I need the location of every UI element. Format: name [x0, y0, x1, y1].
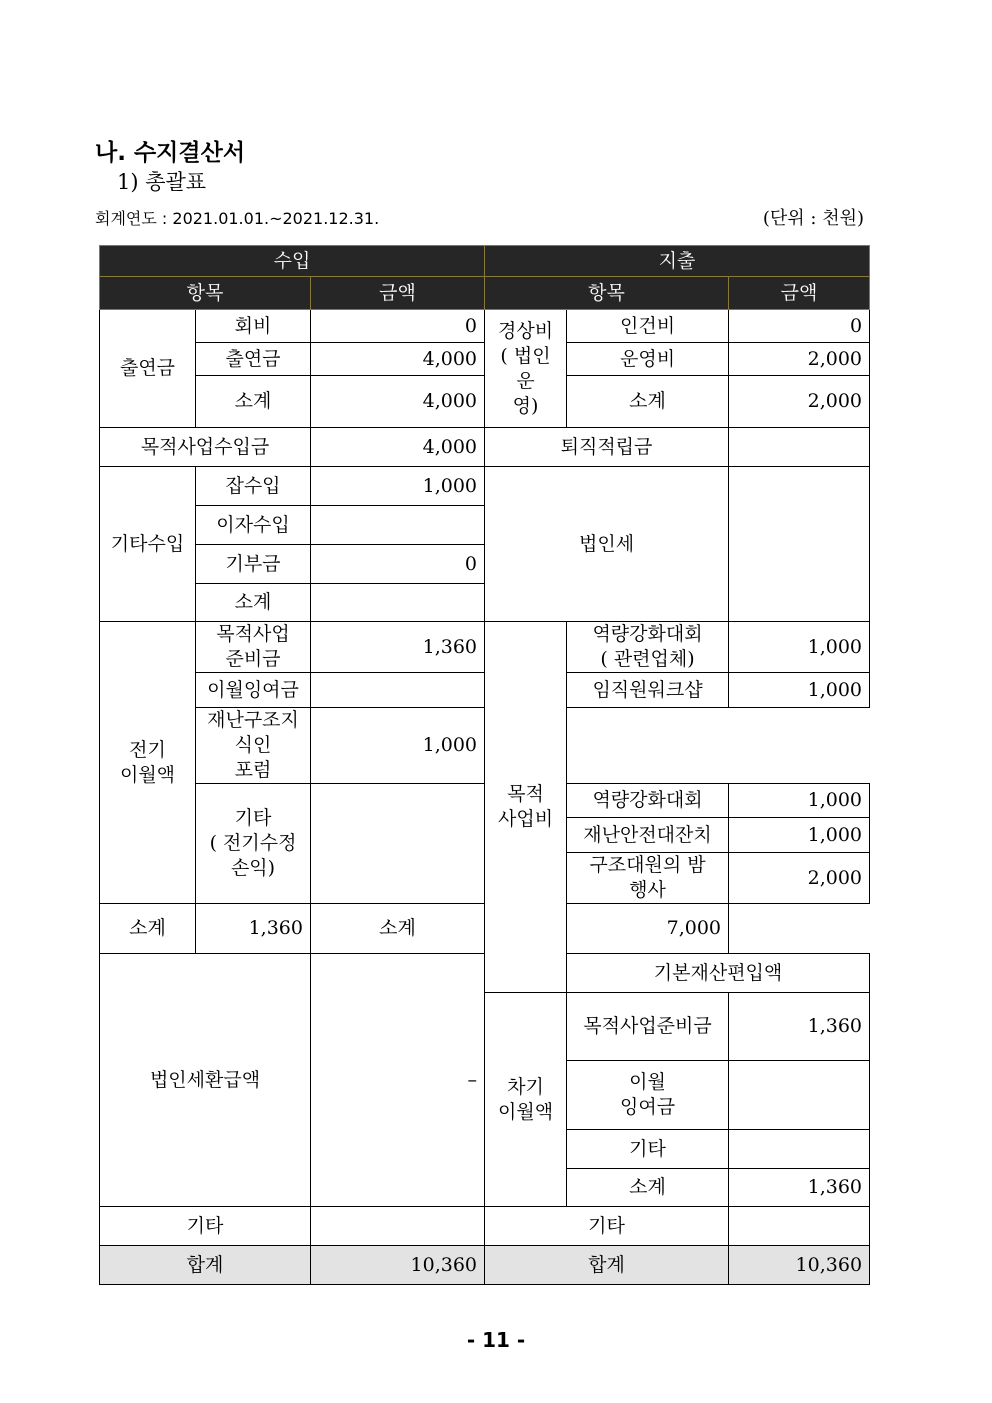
- base-property-label: 기본재산편입액: [567, 954, 870, 993]
- other-income-row-label: 기타: [100, 1207, 311, 1246]
- other-income-label: 이자수입: [196, 506, 311, 545]
- contrib-group: 출연금: [100, 310, 196, 428]
- tax-refund-amount: –: [311, 954, 485, 1207]
- carry-in-label: 이월잉여금: [196, 673, 311, 708]
- fiscal-period: 회계연도 : 2021.01.01.~2021.12.31.: [95, 209, 380, 228]
- retirement-amount: [729, 428, 870, 467]
- purpose-exp-amount: 1,000: [729, 673, 870, 708]
- opex-amount: 0: [729, 310, 870, 343]
- purpose-exp-subtotal-label: 소계: [311, 904, 485, 954]
- carry-in-amount: [311, 784, 485, 904]
- header-row-sub: [100, 277, 870, 310]
- carry-out-amount: 1,360: [729, 993, 870, 1061]
- header-income-item: 항목: [100, 277, 311, 310]
- purpose-income-label: 목적사업수입금: [100, 428, 311, 467]
- purpose-income-amount: 4,000: [311, 428, 485, 467]
- table-row: [100, 428, 870, 467]
- other-income-amount: 1,000: [311, 467, 485, 506]
- purpose-exp-amount: 2,000: [729, 853, 870, 904]
- contrib-amount: 0: [311, 310, 485, 343]
- income-total-amount: 10,360: [311, 1246, 485, 1285]
- table-row: [100, 1207, 870, 1246]
- carry-out-label: 목적사업준비금: [567, 993, 729, 1061]
- purpose-exp-amount: 1,000: [729, 818, 870, 853]
- expense-total-amount: 10,360: [729, 1246, 870, 1285]
- opex-label: 운영비: [567, 343, 729, 376]
- header-income: 수입: [100, 246, 485, 277]
- table-row: [100, 467, 870, 506]
- carry-in-amount: 1,360: [311, 622, 485, 673]
- other-income-subtotal-label: 소계: [196, 584, 311, 622]
- header-income-amount: 금액: [311, 277, 485, 310]
- carry-out-label: 기타: [567, 1130, 729, 1169]
- carry-in-subtotal-label: 소계: [100, 904, 196, 954]
- expense-total-label: 합계: [485, 1246, 729, 1285]
- corp-tax-label: 법인세: [485, 467, 729, 622]
- header-expense-item: 항목: [485, 277, 729, 310]
- contrib-label: 회비: [196, 310, 311, 343]
- header-expense: 지출: [485, 246, 870, 277]
- other-expense-row-label: 기타: [485, 1207, 729, 1246]
- other-income-group: 기타수입: [100, 467, 196, 622]
- carry-in-label: 기타 ( 전기수정 손익): [196, 784, 311, 904]
- opex-label: 인건비: [567, 310, 729, 343]
- carry-in-group: 전기 이월액: [100, 622, 196, 904]
- retirement-label: 퇴직적립금: [485, 428, 729, 467]
- contrib-subtotal-label: 소계: [196, 376, 311, 428]
- header-row-main: [100, 246, 870, 277]
- purpose-exp-subtotal-amount: 7,000: [567, 904, 729, 954]
- other-income-label: 잡수입: [196, 467, 311, 506]
- table-row: [100, 310, 870, 343]
- carry-out-amount: [729, 1061, 870, 1130]
- corp-tax-amount: [729, 467, 870, 622]
- purpose-exp-label: 역량강화대회 ( 관련업체): [567, 622, 729, 673]
- contrib-subtotal-amount: 4,000: [311, 376, 485, 428]
- purpose-exp-amount: 1,000: [311, 708, 485, 784]
- opex-group: 경상비 ( 법인운 영): [485, 310, 567, 428]
- opex-amount: 2,000: [729, 343, 870, 376]
- purpose-exp-amount: 1,000: [729, 622, 870, 673]
- purpose-exp-group: 목적 사업비: [485, 622, 567, 993]
- other-income-label: 기부금: [196, 545, 311, 584]
- purpose-exp-label: 임직원워크샵: [567, 673, 729, 708]
- header-expense-amount: 금액: [729, 277, 870, 310]
- carry-in-amount: [311, 673, 485, 708]
- total-row: [100, 1246, 870, 1285]
- purpose-exp-label: 역량강화대회: [567, 784, 729, 818]
- purpose-exp-label: 재난안전대잔치: [567, 818, 729, 853]
- other-income-amount: [311, 506, 485, 545]
- table-row: [100, 622, 870, 673]
- carry-out-amount: [729, 1130, 870, 1169]
- carry-out-subtotal-label: 소계: [567, 1169, 729, 1207]
- opex-subtotal-amount: 2,000: [729, 376, 870, 428]
- unit-note: (단위 : 천원): [762, 208, 864, 229]
- carry-in-subtotal-amount: 1,360: [196, 904, 311, 954]
- purpose-exp-label: 구조대원의 밤 행사: [567, 853, 729, 904]
- carry-out-subtotal-amount: 1,360: [729, 1169, 870, 1207]
- income-total-label: 합계: [100, 1246, 311, 1285]
- other-income-subtotal-amount: [311, 584, 485, 622]
- purpose-exp-label: 재난구조지식인 포럼: [196, 708, 311, 784]
- tax-refund-label: 법인세환급액: [100, 954, 311, 1207]
- carry-in-label: 목적사업 준비금: [196, 622, 311, 673]
- summary-table: [99, 245, 870, 1285]
- sub-heading: 1) 총괄표: [117, 170, 207, 194]
- other-expense-row-amount: [729, 1207, 870, 1246]
- other-income-amount: 0: [311, 545, 485, 584]
- other-income-row-amount: [311, 1207, 485, 1246]
- carry-out-group: 차기 이월액: [485, 993, 567, 1207]
- contrib-label: 출연금: [196, 343, 311, 376]
- section-heading: 나. 수지결산서: [95, 140, 246, 166]
- purpose-exp-amount: 1,000: [729, 784, 870, 818]
- page-number: - 11 -: [466, 1328, 526, 1352]
- carry-out-label: 이월 잉여금: [567, 1061, 729, 1130]
- contrib-amount: 4,000: [311, 343, 485, 376]
- opex-subtotal-label: 소계: [567, 376, 729, 428]
